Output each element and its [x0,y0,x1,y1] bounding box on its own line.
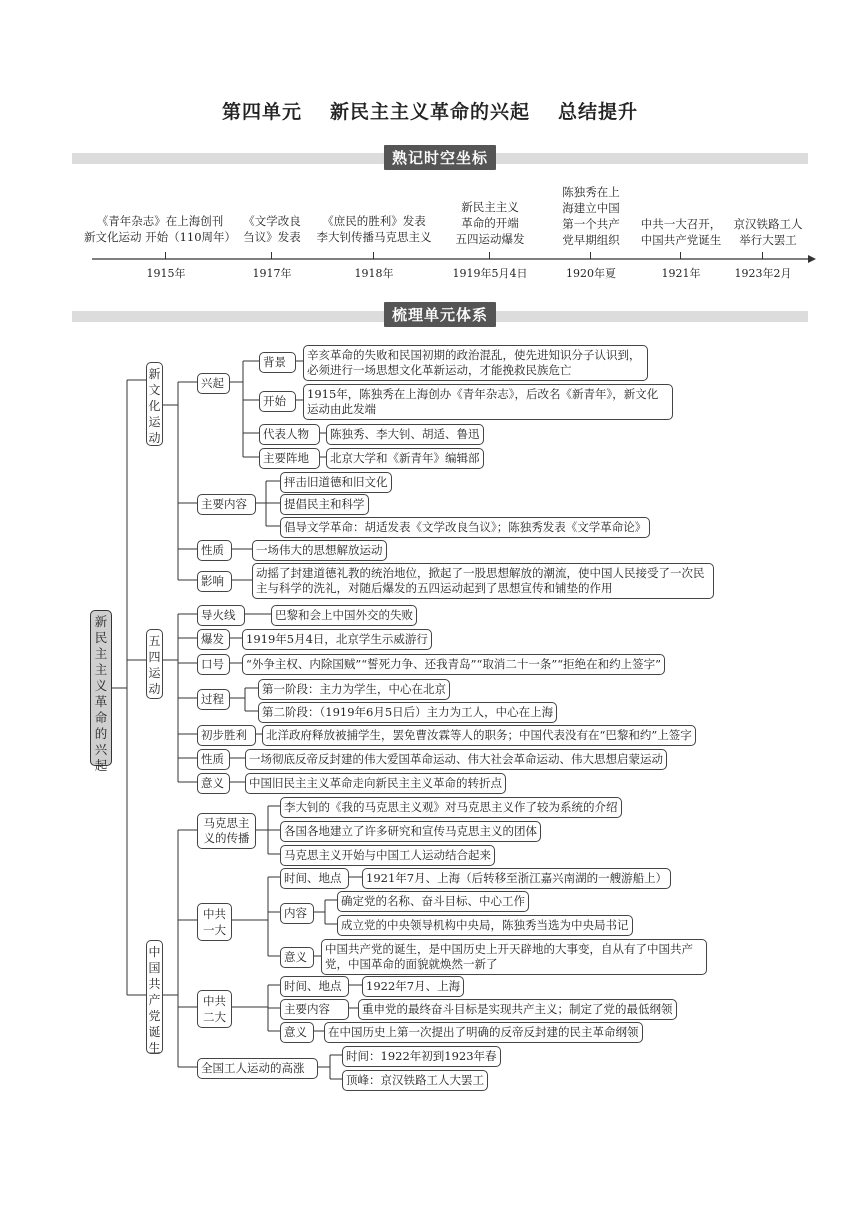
node-trigger-text: 巴黎和会上中国外交的失败 [271,605,417,626]
timeline-date: 1921年 [661,267,701,280]
node-start: 开始 [259,391,296,412]
node-second-congress: 中共二大 [197,990,232,1028]
node-sc-time: 时间、地点 [280,976,349,997]
node-rise: 兴起 [197,373,230,394]
node-marxism-2: 各国各地建立了许多研究和宣传马克思主义的团体 [280,821,541,842]
unit-suffix: 总结提升 [558,101,639,123]
node-labor-time: 时间：1922年初到1923年春 [342,1046,501,1067]
timeline-date: 1923年2月 [734,267,792,280]
timeline-date: 1920年夏 [566,267,616,280]
node-outbreak-text: 1919年5月4日，北京学生示威游行 [242,629,432,650]
timeline-event: 《文学改良 刍议》发表 [243,214,301,244]
node-process-2: 第二阶段：（1919年6月5日后）主力为工人，中心在上海 [258,702,557,723]
node-nature-2-text: 一场彻底反帝反封建的伟大爱国革命运动、伟大社会革命运动、伟大思想启蒙运动 [245,749,667,770]
node-nature-text: 一场伟大的思想解放运动 [252,540,387,561]
node-nature: 性质 [197,540,232,561]
node-fc-significance-text: 中国共产党的诞生，是中国历史上开天辟地的大事变，自从有了中国共产党，中国革命的面貌就焕然一新了 [321,939,707,975]
node-background: 背景 [259,352,296,373]
node-marxism-3: 马克思主义开始与中国工人运动结合起来 [280,845,495,866]
section-title-system: 梳理单元体系 [384,302,496,327]
node-fc-content: 内容 [280,903,314,924]
node-sc-time-text: 1922年7月、上海 [362,976,464,997]
node-first-congress: 中共一大 [197,903,232,941]
node-representatives-text: 陈独秀、李大钊、胡适、鲁迅 [326,424,484,445]
timeline-event: 新民主主义 革命的开端 五四运动爆发 [455,200,525,246]
node-sc-significance-text: 在中国历史上第一次提出了明确的反帝反封建的民主革命纲领 [324,1022,643,1043]
node-process: 过程 [197,689,230,710]
node-fc-significance: 意义 [280,947,314,968]
timeline-event: 《庶民的胜利》发表 李大钊传播马克思主义 [316,214,432,244]
node-fc-content-2: 成立党的中央领导机构中央局，陈独秀当选为中央局书记 [337,915,633,936]
node-fc-content-1: 确定党的名称、奋斗目标、中心工作 [337,891,529,912]
node-labor-peak: 顶峰：京汉铁路工人大罢工 [342,1070,488,1091]
node-significance-text: 中国旧民主主义革命走向新民主主义革命的转折点 [245,773,506,794]
node-slogans: 口号 [197,654,230,675]
node-sc-content: 主要内容 [280,999,349,1020]
node-main-base-text: 北京大学和《新青年》编辑部 [326,448,484,469]
timeline-event: 京汉铁路工人 举行大罢工 [733,217,803,247]
node-initial-victory-text: 北洋政府释放被捕学生，罢免曹汝霖等人的职务；中国代表没有在“巴黎和约”上签字 [262,725,696,746]
timeline-date: 1915年 [146,267,186,280]
timeline-event: 中共一大召开， 中国共产党诞生 [640,217,722,247]
node-initial-victory: 初步胜利 [197,725,256,746]
node-main-content: 主要内容 [197,494,256,515]
node-fc-time: 时间、地点 [280,868,349,889]
unit-label: 第四单元 [221,101,302,123]
branch-new-culture: 新文化运动 [146,362,163,446]
timeline-event: 陈独秀在上 海建立中国 第一个共产 党早期组织 [562,185,620,247]
node-influence: 影响 [197,571,232,592]
node-content-3: 倡导文学革命：胡适发表《文学改良刍议》；陈独秀发表《文学革命论》 [280,517,650,538]
node-influence-text: 动摇了封建道德礼教的统治地位，掀起了一股思想解放的潮流，使中国人民接受了一次民主与科学的洗礼，对随后爆发的五四运动起到了思想宣传和铺垫的作用 [252,563,714,599]
node-nature-2: 性质 [197,749,230,770]
node-slogans-text: “外争主权、内除国贼”“誓死力争、还我青岛”“取消二十一条”“拒绝在和约上签字” [242,654,665,675]
node-start-text: 1915年，陈独秀在上海创办《青年杂志》，后改名《新青年》，新文化运动由此发端 [303,384,673,420]
node-significance: 意义 [197,773,230,794]
node-marxism-spread: 马克思主义的传播 [197,813,256,849]
node-content-2: 提倡民主和科学 [280,494,369,515]
node-representatives: 代表人物 [259,424,320,445]
timeline-date: 1918年 [354,267,394,280]
node-sc-content-text: 重申党的最终奋斗目标是实现共产主义；制定了党的最低纲领 [358,999,677,1020]
timeline-event: 《青年杂志》在上海创刊 新文化运动 开始（110周年） [83,214,237,244]
timeline-date: 1919年5月4日 [452,267,528,280]
branch-cpc-birth: 中国共产党诞生 [146,940,163,1054]
node-process-1: 第一阶段：主力为学生，中心在北京 [258,679,450,700]
node-marxism-1: 李大钊的《我的马克思主义观》对马克思主义作了较为系统的介绍 [280,797,622,818]
node-labor-movement: 全国工人运动的高涨 [197,1058,318,1079]
node-background-text: 辛亥革命的失败和民国初期的政治混乱，使先进知识分子认识到，必须进行一场思想文化革新运动，才能挽救民族危亡 [303,345,648,381]
node-sc-significance: 意义 [280,1022,314,1043]
node-content-1: 抨击旧道德和旧文化 [280,472,392,493]
root-node: 新民主主义革命的兴起 [90,610,112,766]
node-trigger: 导火线 [197,605,245,626]
node-fc-time-text: 1921年7月、上海（后转移至浙江嘉兴南湖的一艘游船上） [362,868,671,889]
section-title-timeline: 熟记时空坐标 [384,145,496,170]
node-main-base: 主要阵地 [259,448,320,469]
timeline-date: 1917年 [252,267,292,280]
unit-name: 新民主主义革命的兴起 [329,101,530,123]
branch-may-fourth: 五四运动 [146,629,163,699]
node-outbreak: 爆发 [197,629,230,650]
